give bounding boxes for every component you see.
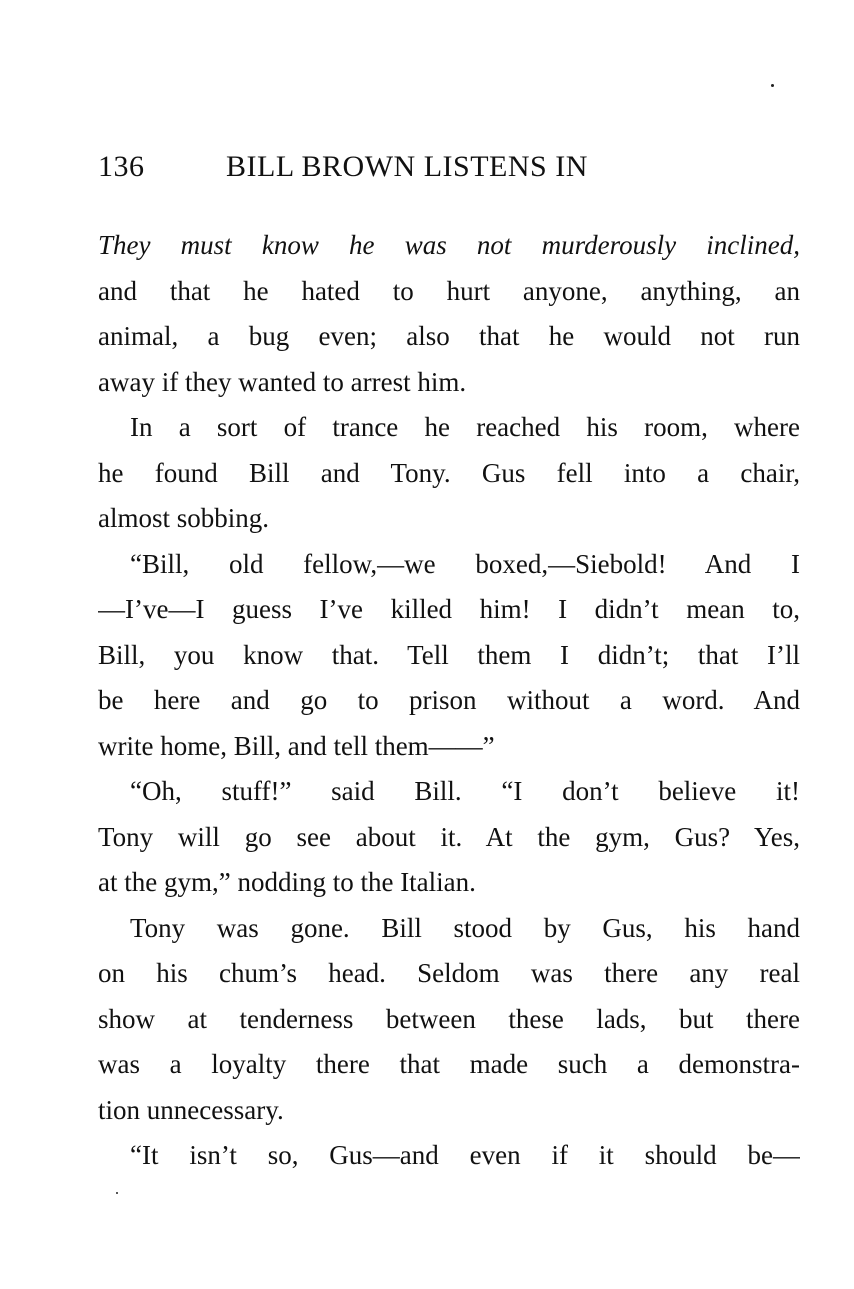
text-line: “Bill, old fellow,—we boxed,—Siebold! And I (130, 548, 800, 579)
text-line: animal, a bug even; also that he would not run (98, 321, 800, 351)
text-line: “Oh, stuff!” said Bill. “I don’t believe it! (130, 776, 800, 806)
text-line: almost sobbing. (98, 503, 270, 533)
text-line: and that he hated to hurt anyone, anything, an (98, 275, 800, 306)
running-head: BILL BROWN LISTENS IN (226, 150, 588, 183)
print-speck (771, 84, 774, 87)
text-line: write home, Bill, and tell them——” (98, 730, 495, 761)
text-line: be here and go to prison without a word. And (98, 685, 800, 715)
text-line: he found Bill and Tony. Gus fell into a chair, (98, 457, 800, 488)
text-line: show at tenderness between these lads, but there (98, 1003, 800, 1034)
text-line: They must know he was not murderously inclined, (98, 230, 800, 260)
text-line: at the gym,” nodding to the Italian. (98, 867, 476, 897)
page-number: 136 (98, 150, 145, 183)
text-line: —I’ve—I guess I’ve killed him! I didn’t mean to, (98, 594, 800, 624)
text-line: In a sort of trance he reached his room, where (130, 412, 800, 442)
text-line: Bill, you know that. Tell them I didn’t; that I’ll (98, 639, 800, 670)
page-header (98, 150, 800, 194)
text-line: was a loyalty there that made such a demonstra- (98, 1049, 800, 1079)
text-line: Tony will go see about it. At the gym, Gus? Yes, (98, 821, 800, 852)
text-line: on his chum’s head. Seldom was there any real (98, 958, 800, 988)
print-speck (116, 1192, 118, 1194)
text-line: “It isn’t so, Gus—and even if it should be— (130, 1140, 800, 1170)
text-line: Tony was gone. Bill stood by Gus, his hand (130, 912, 800, 943)
text-line: tion unnecessary. (98, 1094, 284, 1125)
text-line: away if they wanted to arrest him. (98, 366, 467, 397)
body-text (98, 223, 800, 1179)
